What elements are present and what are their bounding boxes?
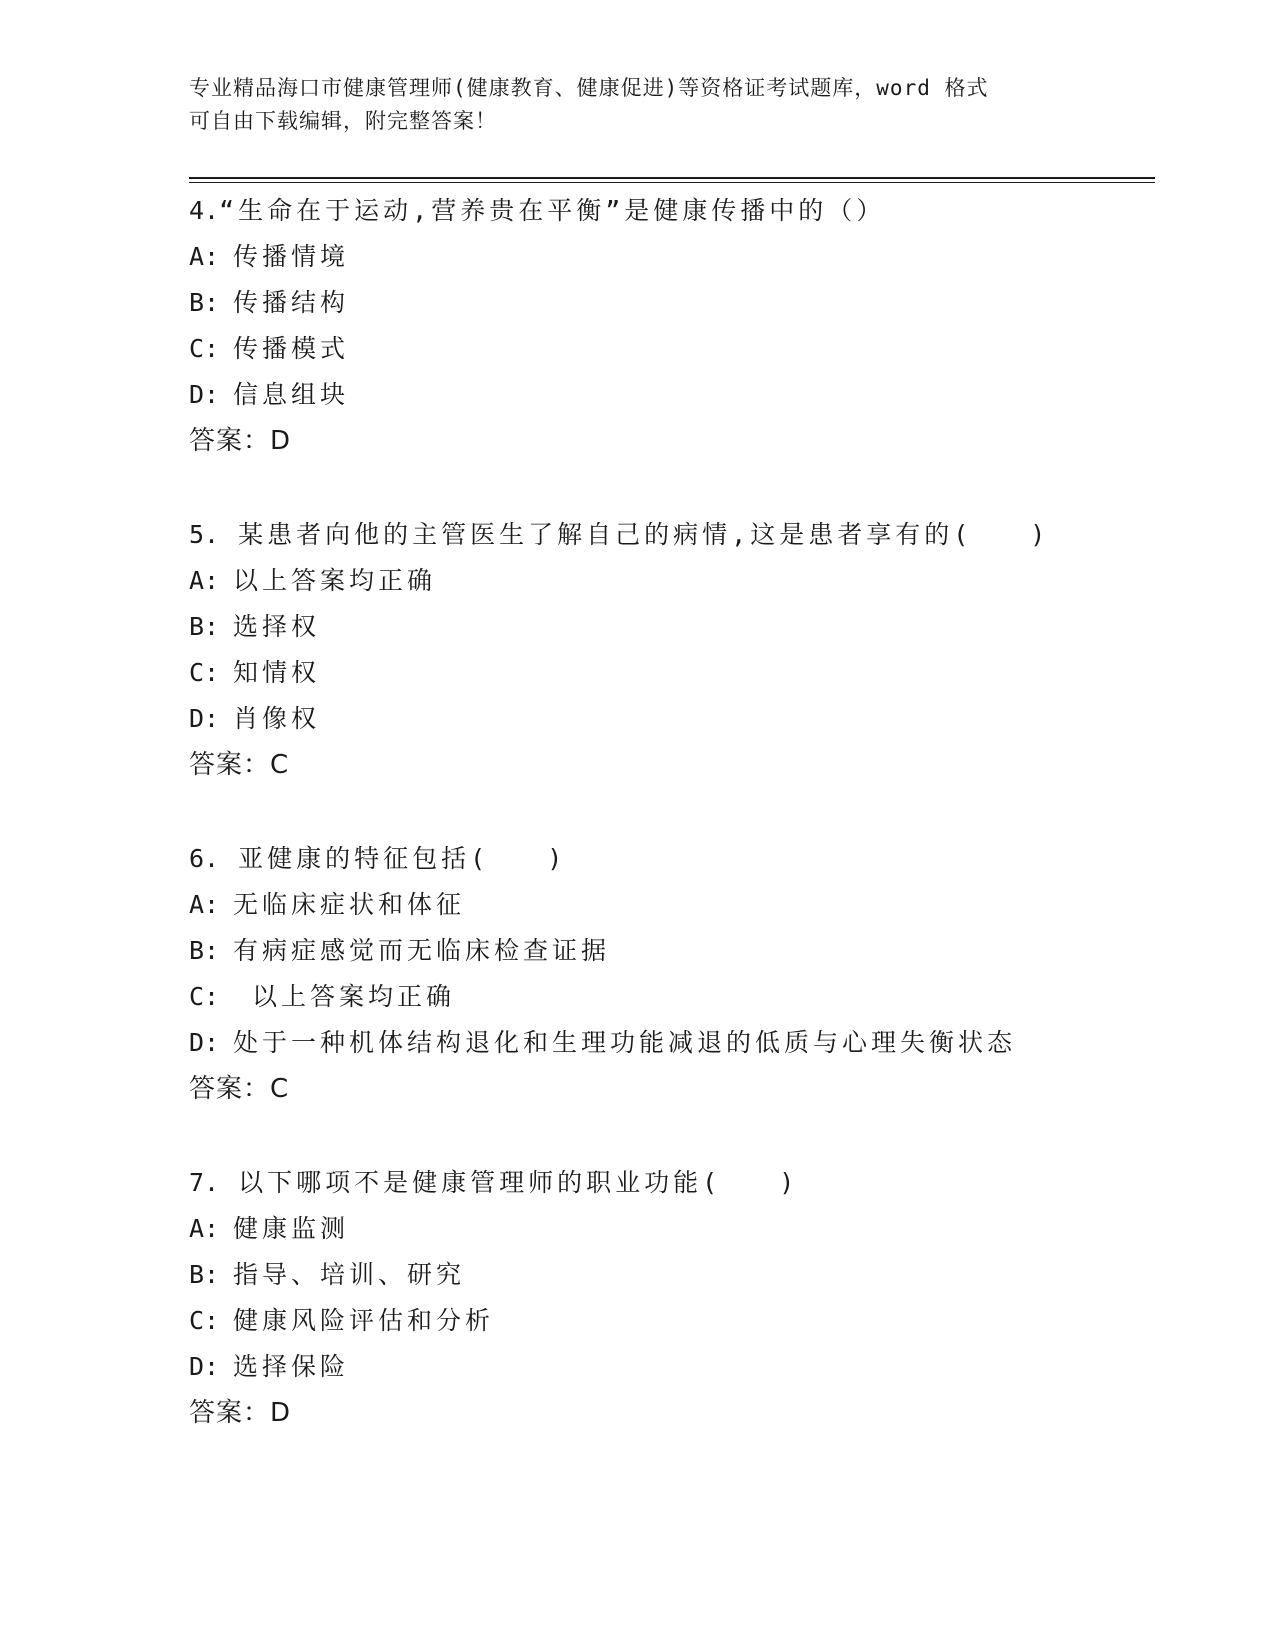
question-number: 6. xyxy=(189,844,220,873)
option-letter: C: xyxy=(189,658,220,687)
question-list xyxy=(189,188,1149,1436)
question-stem xyxy=(189,512,1149,558)
option-text: 选择权 xyxy=(233,612,321,641)
question-text: 亚健康的特征包括( ) xyxy=(219,844,567,873)
option-letter: C: xyxy=(189,334,220,363)
option-letter: B: xyxy=(189,1260,220,1289)
option-a xyxy=(189,558,1149,604)
option-text: 以上答案均正确 xyxy=(233,566,437,595)
header-divider-thick xyxy=(189,177,1155,179)
option-letter: B: xyxy=(189,936,220,965)
option-letter: C: xyxy=(189,982,220,1011)
option-a xyxy=(189,882,1149,928)
option-text: 传播结构 xyxy=(233,288,350,317)
question-stem xyxy=(189,188,1149,234)
option-text: 选择保险 xyxy=(233,1352,350,1381)
question-text: “生命在于运动,营养贵在平衡”是健康传播中的（） xyxy=(219,196,886,225)
option-letter: D: xyxy=(189,1352,220,1381)
question-number: 7. xyxy=(189,1168,220,1197)
option-text: 传播情境 xyxy=(233,242,350,271)
option-b xyxy=(189,604,1149,650)
option-d xyxy=(189,696,1149,742)
question-text: 以下哪项不是健康管理师的职业功能( ) xyxy=(219,1168,799,1197)
answer-line: 答案：D xyxy=(189,1398,292,1428)
question-item xyxy=(189,188,1149,464)
document-header xyxy=(189,72,1069,138)
option-text: 传播模式 xyxy=(233,334,350,363)
header-divider-thin xyxy=(189,182,1155,183)
header-line-2: 可自由下载编辑，附完整答案！ xyxy=(189,109,497,133)
question-item xyxy=(189,512,1149,788)
option-text: 健康监测 xyxy=(233,1214,350,1243)
option-d xyxy=(189,1344,1149,1390)
question-stem xyxy=(189,836,1149,882)
option-letter: A: xyxy=(189,1214,220,1243)
option-c xyxy=(189,650,1149,696)
option-letter: B: xyxy=(189,288,220,317)
question-text: 某患者向他的主管医生了解自己的病情,这是患者享有的( ) xyxy=(219,520,1050,549)
option-letter: D: xyxy=(189,704,220,733)
option-d xyxy=(189,372,1149,418)
option-b xyxy=(189,928,1149,974)
option-b xyxy=(189,280,1149,326)
header-line-1: 专业精品海口市健康管理师(健康教育、健康促进)等资格证考试题库，word 格式 xyxy=(189,76,989,100)
answer-line: 答案：C xyxy=(189,1074,290,1104)
option-c xyxy=(189,974,1149,1020)
option-letter: A: xyxy=(189,566,220,595)
question-item xyxy=(189,1160,1149,1436)
option-text: 有病症感觉而无临床检查证据 xyxy=(233,936,611,965)
option-text: 无临床症状和体征 xyxy=(233,890,466,919)
option-text: 以上答案均正确 xyxy=(233,982,456,1011)
option-text: 健康风险评估和分析 xyxy=(233,1306,495,1335)
option-a xyxy=(189,234,1149,280)
option-letter: D: xyxy=(189,380,220,409)
option-text: 信息组块 xyxy=(233,380,350,409)
option-c xyxy=(189,1298,1149,1344)
option-c xyxy=(189,326,1149,372)
option-text: 处于一种机体结构退化和生理功能减退的低质与心理失衡状态 xyxy=(233,1028,1017,1057)
option-d xyxy=(189,1020,1149,1066)
question-stem xyxy=(189,1160,1149,1206)
option-letter: A: xyxy=(189,242,220,271)
answer-line: 答案：D xyxy=(189,426,292,456)
question-number: 4. xyxy=(189,196,220,225)
option-letter: C: xyxy=(189,1306,220,1335)
option-text: 肖像权 xyxy=(233,704,321,733)
option-text: 指导、培训、研究 xyxy=(233,1260,466,1289)
option-letter: B: xyxy=(189,612,220,641)
option-a xyxy=(189,1206,1149,1252)
option-letter: A: xyxy=(189,890,220,919)
option-b xyxy=(189,1252,1149,1298)
question-number: 5. xyxy=(189,520,220,549)
question-item xyxy=(189,836,1149,1112)
option-letter: D: xyxy=(189,1028,220,1057)
answer-line: 答案：C xyxy=(189,750,290,780)
option-text: 知情权 xyxy=(233,658,321,687)
